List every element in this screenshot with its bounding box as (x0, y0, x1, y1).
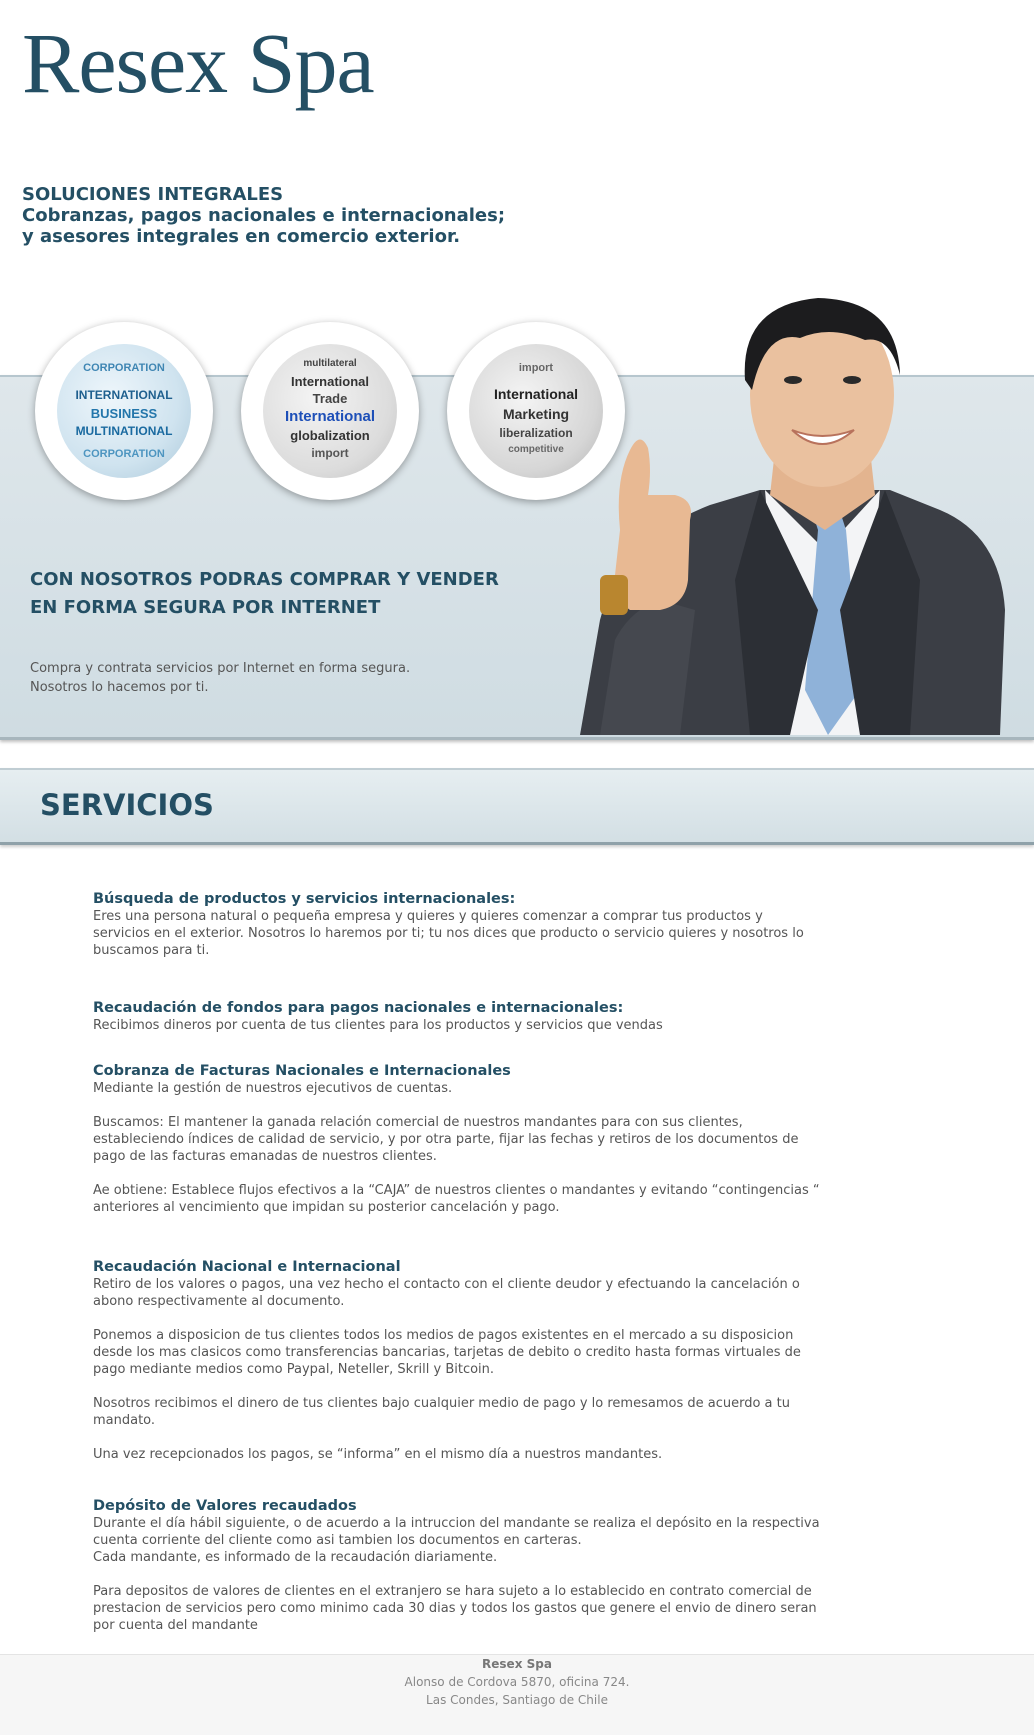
hero-title-line: EN FORMA SEGURA POR INTERNET (30, 597, 381, 618)
service-item (93, 890, 823, 959)
tagline-line: y asesores integrales en comercio exterior. (22, 226, 461, 247)
footer (0, 1654, 1034, 1735)
service-item (93, 999, 823, 1034)
globe-word: International (290, 374, 369, 389)
service-heading: Depósito de Valores recaudados (93, 1498, 357, 1514)
globe-word: Marketing (502, 406, 570, 422)
service-heading: Búsqueda de productos y servicios internacionales: (93, 891, 516, 907)
globe-word: globalization (290, 428, 370, 443)
globe-word: CORPORATION (83, 448, 165, 460)
service-paragraph: Retiro de los valores o pagos, una vez hecho el contacto con el cliente deudor y efectuando la cancelación o abono respectivamente al documento. (93, 1277, 800, 1309)
service-paragraph: Mediante la gestión de nuestros ejecutivos de cuentas. (93, 1081, 453, 1096)
service-paragraph: Nosotros recibimos el dinero de tus clientes bajo cualquier medio de pago y lo remesamos de acuerdo a tu mandato. (93, 1396, 790, 1428)
businessman-thumbs-up-photo (560, 280, 1020, 735)
hero-title (30, 566, 499, 622)
hero-text (30, 659, 410, 697)
globe-word: International (493, 386, 578, 402)
service-paragraph: Recibimos dineros por cuenta de tus clientes para los productos y servicios que vendas (93, 1018, 663, 1033)
globe-image-trade (241, 322, 419, 500)
service-item (93, 1258, 823, 1463)
service-paragraph: Eres una persona natural o pequeña empresa y quieres y quieres comenzar a comprar tus productos y servicios en el exterior. Nosotros lo haremos por ti; tu nos dices que producto o servicio quieres y nosotros lo buscamos para ti. (93, 909, 804, 958)
globe-word: MULTINATIONAL (75, 424, 173, 438)
globe-word: Trade (312, 391, 348, 406)
globe-word: competitive (508, 444, 564, 455)
hero-title-line: CON NOSOTROS PODRAS COMPRAR Y VENDER (30, 569, 499, 590)
service-paragraph: Durante el día hábil siguiente, o de acuerdo a la intruccion del mandante se realiza el depósito en la respectiva cuenta corriente del cliente como asi tambien los documentos en carteras. Cada mandante, es informado de la recaudación diariamente. (93, 1516, 820, 1565)
globe-word: import (311, 446, 349, 460)
globe-word: CORPORATION (83, 362, 165, 374)
service-heading: Recaudación Nacional e Internacional (93, 1259, 401, 1275)
footer-city: Las Condes, Santiago de Chile (426, 1693, 608, 1707)
service-item (93, 1497, 823, 1634)
footer-company-name: Resex Spa (482, 1657, 552, 1671)
service-heading: Recaudación de fondos para pagos nacionales e internacionales: (93, 1000, 624, 1016)
globe-word: liberalization (499, 426, 573, 440)
tagline-line: SOLUCIONES INTEGRALES (22, 184, 284, 205)
brand-logo: Resex Spa (22, 15, 374, 111)
globe-word: multilateral (303, 358, 357, 369)
globe-word: International (284, 408, 375, 425)
services-list (93, 890, 823, 1634)
service-paragraph: Ae obtiene: Establece flujos efectivos a la “CAJA” de nuestros clientes o mandantes y evitando “contingencias “ anteriores al vencimiento que impidan su posterior cancelación y pago. (93, 1183, 820, 1215)
service-paragraph: Una vez recepcionados los pagos, se “informa” en el mismo día a nuestros mandantes. (93, 1447, 663, 1462)
globe-image-business (35, 322, 213, 500)
footer-address: Alonso de Cordova 5870, oficina 724. (404, 1675, 630, 1689)
tagline (22, 184, 505, 247)
service-paragraph: Buscamos: El mantener la ganada relación comercial de nuestros mandantes para con sus clientes, estableciendo índices de calidad de servicio, y por otra parte, fijar las fechas y retiros de los documentos de pago de las facturas emanadas de nuestros clientes. (93, 1115, 799, 1164)
globe-word: BUSINESS (90, 406, 158, 421)
globe-word: INTERNATIONAL (75, 388, 173, 402)
globe-word: import (518, 362, 554, 374)
services-title: SERVICIOS (40, 788, 214, 822)
service-heading: Cobranza de Facturas Nacionales e Internacionales (93, 1063, 511, 1079)
tagline-line: Cobranzas, pagos nacionales e internacionales; (22, 205, 506, 226)
service-paragraph: Ponemos a disposicion de tus clientes todos los medios de pagos existentes en el mercado a su disposicion desde los mas clasicos como transferencias bancarias, tarjetas de debito o credito hasta formas virtuales de pago mediante medios como Paypal, Neteller, Skrill y Bitcoin. (93, 1328, 801, 1377)
service-paragraph: Para depositos de valores de clientes en el extranjero se hara sujeto a lo establecido en contrato comercial de prestacion de servicios pero como minimo cada 30 dias y todos los gastos que genere el envio de dinero seran por cuenta del mandante (93, 1584, 817, 1633)
hero-text-line: Nosotros lo hacemos por ti. (30, 680, 209, 695)
service-item (93, 1062, 823, 1216)
hero-text-line: Compra y contrata servicios por Internet en forma segura. (30, 661, 411, 676)
